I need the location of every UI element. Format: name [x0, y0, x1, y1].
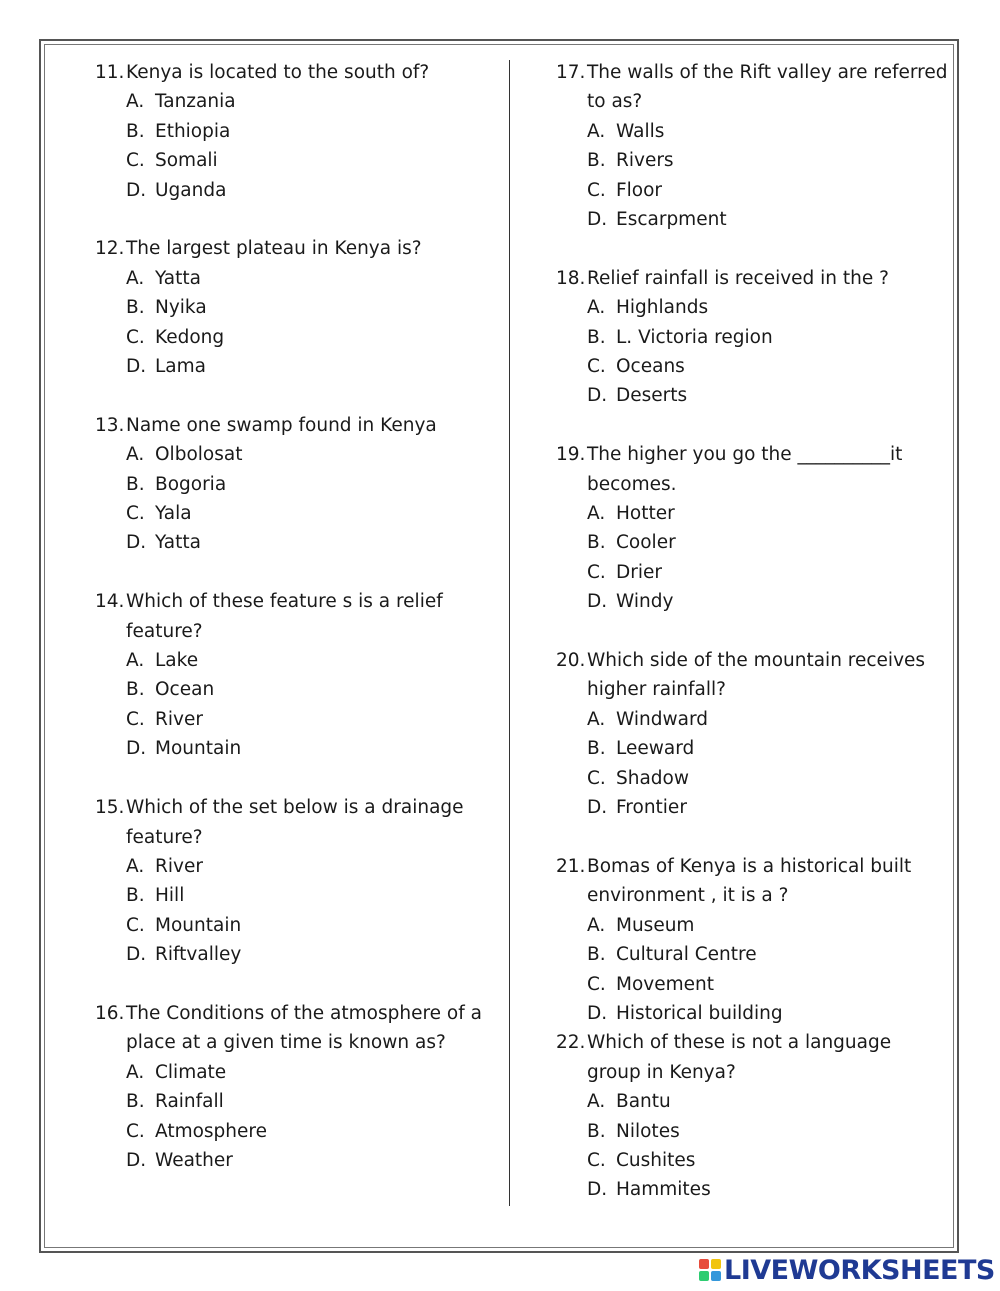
question-18: [556, 264, 948, 411]
question-text: Which of these feature s is a relief feature?: [126, 591, 443, 642]
option-c[interactable]: C. Cushites: [587, 1149, 696, 1171]
option-c[interactable]: C. Shadow: [587, 767, 689, 789]
option-b[interactable]: B. L. Victoria region: [587, 326, 773, 348]
question-14: [95, 587, 495, 763]
question-number: 19.: [556, 444, 586, 466]
question-11: [95, 58, 495, 205]
option-c[interactable]: C. River: [126, 708, 203, 730]
liveworksheets-logo-icon: [699, 1259, 721, 1281]
question-19: [556, 440, 948, 616]
option-a[interactable]: A. Climate: [126, 1061, 227, 1083]
question-21: [556, 852, 948, 1028]
question-text: The walls of the Rift valley are referred to as?: [587, 62, 948, 113]
option-d[interactable]: D. Riftvalley: [126, 944, 242, 966]
option-d[interactable]: D. Hammites: [587, 1179, 711, 1201]
option-c[interactable]: C. Somali: [126, 150, 218, 172]
option-b[interactable]: B. Leeward: [587, 738, 695, 760]
option-d[interactable]: D. Weather: [126, 1149, 233, 1171]
option-a[interactable]: A. Windward: [587, 708, 708, 730]
option-a[interactable]: A. River: [126, 855, 203, 877]
option-c[interactable]: C. Kedong: [126, 326, 225, 348]
question-text: Name one swamp found in Kenya: [126, 414, 437, 436]
question-number: 13.: [95, 414, 125, 436]
option-a[interactable]: A. Lake: [126, 650, 199, 672]
question-22: [556, 1028, 948, 1204]
column-divider: [509, 60, 510, 1206]
option-d[interactable]: D. Uganda: [126, 179, 227, 201]
question-number: 16.: [95, 1002, 125, 1024]
question-text: Which of these is not a language group in Kenya?: [587, 1032, 892, 1083]
liveworksheets-brand[interactable]: [699, 1255, 995, 1285]
option-b[interactable]: B. Nyika: [126, 297, 207, 319]
option-c[interactable]: C. Oceans: [587, 356, 685, 378]
right-column: [556, 58, 948, 1205]
question-15: [95, 793, 495, 969]
question-text: Relief rainfall is received in the ?: [587, 267, 889, 289]
question-number: 21.: [556, 855, 586, 877]
option-a[interactable]: A. Tanzania: [126, 91, 236, 113]
option-c[interactable]: C. Atmosphere: [126, 1120, 267, 1142]
question-number: 20.: [556, 650, 586, 672]
option-b[interactable]: B. Cultural Centre: [587, 944, 757, 966]
question-number: 15.: [95, 797, 125, 819]
option-a[interactable]: A. Walls: [587, 120, 665, 142]
question-text: Which of the set below is a drainage feature?: [126, 797, 464, 848]
option-b[interactable]: B. Rivers: [587, 150, 674, 172]
option-d[interactable]: D. Deserts: [587, 385, 688, 407]
option-a[interactable]: A. Yatta: [126, 267, 201, 289]
option-b[interactable]: B. Hill: [126, 885, 185, 907]
question-17: [556, 58, 948, 234]
option-b[interactable]: B. Rainfall: [126, 1091, 224, 1113]
option-c[interactable]: C. Mountain: [126, 914, 242, 936]
option-d[interactable]: D. Frontier: [587, 797, 687, 819]
option-d[interactable]: D. Historical building: [587, 1002, 783, 1024]
option-c[interactable]: C. Movement: [587, 973, 714, 995]
option-d[interactable]: D. Lama: [126, 356, 207, 378]
option-d[interactable]: D. Windy: [587, 591, 674, 613]
option-a[interactable]: A. Bantu: [587, 1091, 671, 1113]
question-text: Which side of the mountain receives higher rainfall?: [587, 650, 926, 701]
option-a[interactable]: A. Olbolosat: [126, 444, 243, 466]
option-a[interactable]: A. Highlands: [587, 297, 709, 319]
question-text: The Conditions of the atmosphere of a place at a given time is known as?: [126, 1002, 482, 1054]
brand-text: LIVEWORKSHEETS: [724, 1254, 995, 1286]
option-b[interactable]: B. Nilotes: [587, 1120, 680, 1142]
question-text: Kenya is located to the south of?: [126, 62, 430, 83]
question-text: The higher you go the __________it becomes.: [587, 444, 903, 495]
question-20: [556, 646, 948, 822]
option-d[interactable]: D. Mountain: [126, 738, 242, 760]
question-text: Bomas of Kenya is a historical built environment , it is a ?: [587, 855, 912, 907]
option-b[interactable]: B. Cooler: [587, 532, 676, 554]
option-b[interactable]: B. Ethiopia: [126, 120, 231, 142]
question-number: 22.: [556, 1032, 586, 1054]
option-b[interactable]: B. Bogoria: [126, 473, 227, 495]
option-b[interactable]: B. Ocean: [126, 679, 215, 701]
question-number: 14.: [95, 591, 125, 613]
option-a[interactable]: A. Hotter: [587, 503, 675, 525]
question-13: [95, 411, 495, 558]
question-number: 12.: [95, 238, 125, 260]
question-text: The largest plateau in Kenya is?: [126, 238, 422, 260]
option-a[interactable]: A. Museum: [587, 914, 695, 936]
option-c[interactable]: C. Drier: [587, 561, 662, 583]
option-c[interactable]: C. Yala: [126, 503, 192, 525]
question-number: 18.: [556, 267, 586, 289]
left-column: [95, 58, 495, 1205]
question-number: 17.: [556, 62, 586, 83]
question-number: 11.: [95, 62, 125, 83]
question-16: [95, 999, 495, 1175]
option-d[interactable]: D. Escarpment: [587, 209, 727, 231]
question-12: [95, 234, 495, 381]
option-c[interactable]: C. Floor: [587, 179, 663, 201]
option-d[interactable]: D. Yatta: [126, 532, 201, 554]
